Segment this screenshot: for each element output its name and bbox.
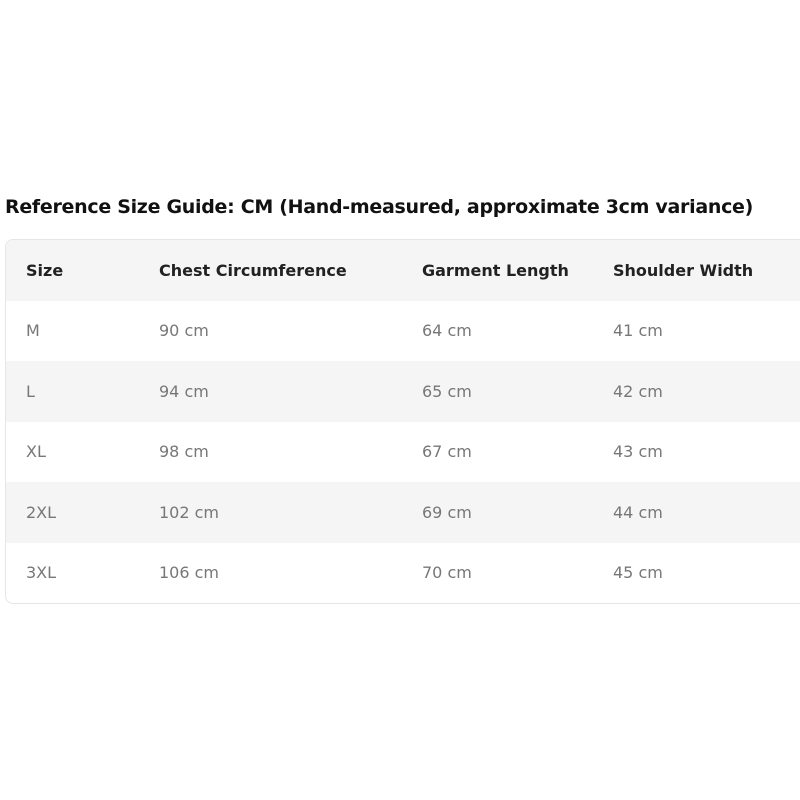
cell-chest: 98 cm <box>159 442 209 462</box>
header-length: Garment Length <box>422 260 569 280</box>
cell-length: 69 cm <box>422 502 472 522</box>
cell-chest: 102 cm <box>159 502 220 522</box>
cell-size: XL <box>26 442 46 462</box>
cell-size: M <box>26 321 40 341</box>
cell-length: 70 cm <box>422 563 472 583</box>
table-row <box>6 482 800 543</box>
header-chest: Chest Circumference <box>159 260 347 280</box>
size-table <box>5 239 800 604</box>
table-header <box>6 240 800 301</box>
cell-size: L <box>26 381 35 401</box>
cell-length: 67 cm <box>422 442 472 462</box>
cell-shoulder: 44 cm <box>613 502 663 522</box>
cell-length: 64 cm <box>422 321 472 341</box>
table-row <box>6 361 800 422</box>
cell-shoulder: 43 cm <box>613 442 663 462</box>
cell-chest: 94 cm <box>159 381 209 401</box>
cell-shoulder: 41 cm <box>613 321 663 341</box>
header-shoulder: Shoulder Width <box>613 260 754 280</box>
size-guide-title: Reference Size Guide: CM (Hand-measured, approximate 3cm variance) <box>5 196 754 218</box>
cell-size: 3XL <box>26 563 57 583</box>
cell-shoulder: 42 cm <box>613 381 663 401</box>
cell-size: 2XL <box>26 502 57 522</box>
table-row <box>6 422 800 483</box>
cell-chest: 106 cm <box>159 563 220 583</box>
cell-chest: 90 cm <box>159 321 209 341</box>
cell-shoulder: 45 cm <box>613 563 663 583</box>
table-row <box>6 543 800 604</box>
cell-length: 65 cm <box>422 381 472 401</box>
table-row <box>6 301 800 362</box>
header-size: Size <box>26 260 64 280</box>
